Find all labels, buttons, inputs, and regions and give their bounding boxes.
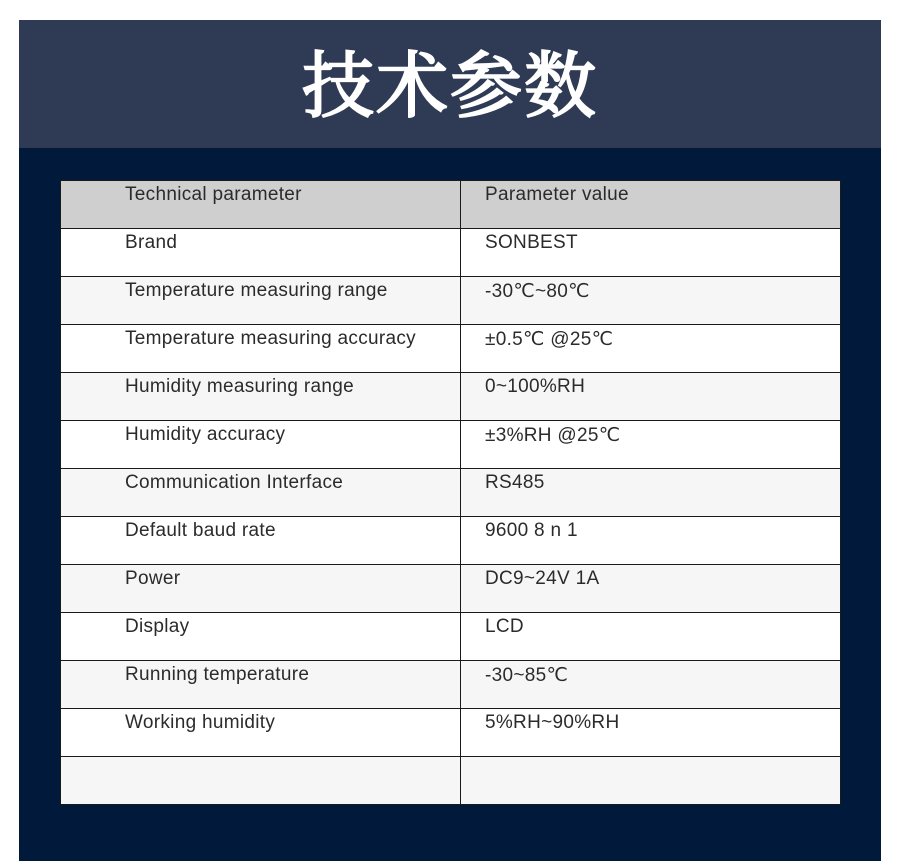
- column-header-value: Parameter value: [461, 181, 841, 229]
- value-cell: ±3%RH @25℃: [461, 421, 841, 469]
- parameter-cell: Default baud rate: [61, 517, 461, 565]
- value-cell: LCD: [461, 613, 841, 661]
- table-row: [61, 277, 841, 325]
- table-row: [61, 517, 841, 565]
- table-row: [61, 565, 841, 613]
- value-cell: 9600 8 n 1: [461, 517, 841, 565]
- parameter-cell: Display: [61, 613, 461, 661]
- value-cell: 5%RH~90%RH: [461, 709, 841, 757]
- title-banner: [19, 20, 881, 148]
- parameter-cell: Humidity accuracy: [61, 421, 461, 469]
- table-row: [61, 325, 841, 373]
- value-cell: SONBEST: [461, 229, 841, 277]
- value-cell: -30℃~80℃: [461, 277, 841, 325]
- value-cell: 0~100%RH: [461, 373, 841, 421]
- page-title: 技术参数: [301, 44, 598, 128]
- parameter-cell: Temperature measuring range: [61, 277, 461, 325]
- parameter-cell: Brand: [61, 229, 461, 277]
- column-header-parameter: Technical parameter: [61, 181, 461, 229]
- value-cell: -30~85℃: [461, 661, 841, 709]
- spec-table-container: [60, 180, 840, 804]
- spec-panel: [19, 20, 881, 861]
- parameter-cell: Communication Interface: [61, 469, 461, 517]
- table-row: [61, 373, 841, 421]
- parameter-cell: Working humidity: [61, 709, 461, 757]
- table-row-empty: [61, 757, 841, 805]
- parameter-cell: Running temperature: [61, 661, 461, 709]
- table-row: [61, 421, 841, 469]
- parameter-cell: Humidity measuring range: [61, 373, 461, 421]
- value-cell: DC9~24V 1A: [461, 565, 841, 613]
- parameter-cell: [61, 757, 461, 805]
- table-row: [61, 229, 841, 277]
- parameter-cell: Temperature measuring accuracy: [61, 325, 461, 373]
- value-cell: ±0.5℃ @25℃: [461, 325, 841, 373]
- table-header-row: [61, 181, 841, 229]
- table-row: [61, 613, 841, 661]
- table-row: [61, 469, 841, 517]
- value-cell: RS485: [461, 469, 841, 517]
- table-row: [61, 661, 841, 709]
- value-cell: [461, 757, 841, 805]
- spec-table: [60, 180, 841, 805]
- table-row: [61, 709, 841, 757]
- parameter-cell: Power: [61, 565, 461, 613]
